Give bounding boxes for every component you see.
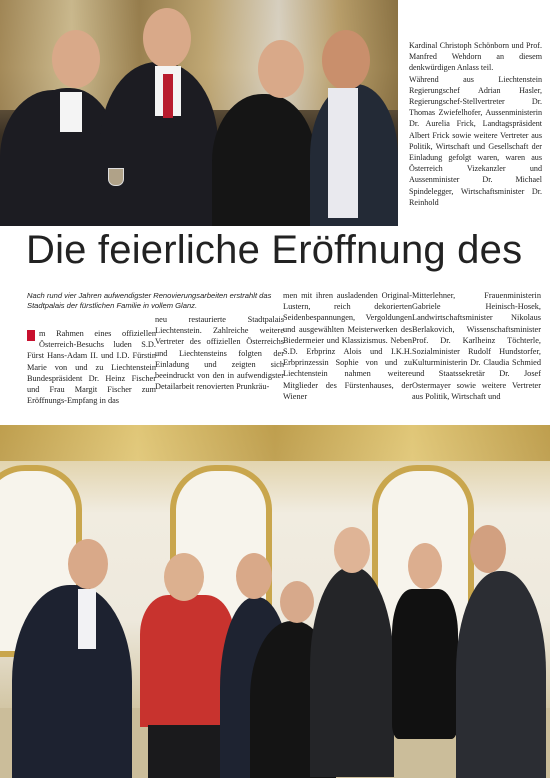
body-column-4: Mitterlehner, Frauenministerin Gabriele Heinisch-Hosek, Landwirtschaftsminister Nikolaus Berlakovich, Wissenschaftsminister Prof. Dr. Karlheinz Töchterle, Sozialminister Rudolf Hundstorfer, Kulturministerin Dr. Claudia Schmied und Staatssekretär Dr. Josef Ostermayer sowie weitere Vertreter aus Politik, Wirtschaft und (412, 291, 541, 401)
photo-person-head (280, 581, 314, 623)
photo-person (148, 725, 222, 778)
photo-person-head (236, 553, 272, 599)
photo-person (456, 571, 546, 778)
photo-gilded-ceiling (0, 425, 550, 461)
wine-glass (108, 168, 124, 186)
photo-person-head (408, 543, 442, 589)
photo-shirt (78, 589, 96, 649)
headline: Die feierliche Eröffnung des (26, 228, 523, 272)
sidebar-paragraph: Kardinal Christoph Schönborn und Prof. Manfred Wehdorn an diesem denkwürdigen Anlass teil. (409, 41, 542, 73)
photo-shirt (60, 92, 82, 132)
sidebar-text (409, 40, 542, 208)
lead-text: Nach rund vier Jahren aufwendigster Renovierungsarbeiten erstrahlt das Stadtpalais der fürstlichen Familie in vollem Glanz. (27, 291, 272, 311)
photo-person-head (52, 30, 100, 88)
photo-person-head (143, 8, 191, 68)
photo-shirt (328, 88, 358, 218)
photo-person-head (334, 527, 370, 573)
photo-person-head (470, 525, 506, 573)
sidebar-paragraph: Während aus Liechtenstein Regierungschef Adrian Hasler, Regierungschef-Stellvertreter Dr. Thomas Zwiefelhofer, Aussenministerin Dr. Aurelia Frick, Landtagspräsident Albert Frick sowie weitere Vertreter aus Politik, Wirtschaft und Gesellschaft der Einladung gefolgt waren, waren aus Österreich Vizekanzler und Aussenminister Dr. Michael Spindelegger, Wirtschaftsminister Dr. Reinhold (409, 74, 542, 207)
body-column-3: men mit ihren ausladenden Original-Lustern, reich dekorierten Seidenbespannungen, Vergoldungen und ausgewählten Meisterwerken des Biedermeier und Klassizismus. Neben S.D. Erbprinz Alois und I.K.H. Erbprinzessin Sophie von und zu Liechtenstein nahmen weitere Mitglieder des Fürstenhauses, der Wiener (283, 291, 412, 401)
photo-person (12, 585, 132, 778)
body-column-2: neu restaurierte Stadtpalais Liechtenstein. Zahlreiche weitere Vertreter des offiziellen Österreichs und Liechtensteins folgten der Einladung und zeigten sich beeindruckt von den in aufwendigster Detailarbeit renovierten Prunkräu- (155, 315, 284, 392)
body-column-1 (27, 328, 156, 406)
photo-person (212, 94, 316, 226)
photo-person (310, 567, 394, 777)
photo-tie (163, 74, 173, 118)
photo-person-head (164, 553, 204, 601)
drop-cap-marker (27, 330, 35, 341)
photo-person-head (322, 30, 370, 90)
photo-person-head (258, 40, 304, 98)
body-text: m Rahmen eines offiziellen Österreich-Besuchs luden S.D. Fürst Hans-Adam II. und I.D. Fürstin Marie von und zu Liechtenstein Bundespräsident Dr. Heinz Fischer und Frau Margit Fischer zum Eröffnungs-Empfang in das (27, 329, 156, 406)
top-photo (0, 0, 398, 226)
bottom-photo (0, 425, 550, 778)
photo-person-head (68, 539, 108, 589)
photo-person (392, 589, 458, 739)
